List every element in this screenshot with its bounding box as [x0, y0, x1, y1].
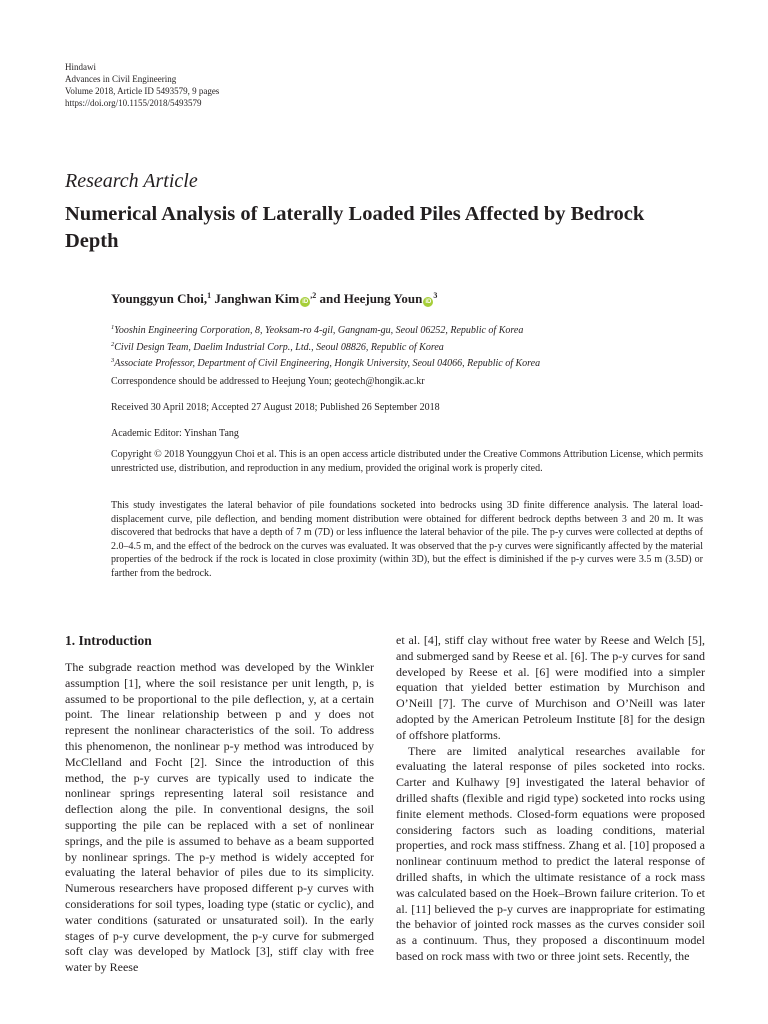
publisher-name: Hindawi	[65, 62, 96, 72]
journal-name: Advances in Civil Engineering	[65, 74, 177, 84]
correspondence: Correspondence should be addressed to Heejung Youn; geotech@hongik.ac.kr	[111, 376, 425, 387]
publication-dates: Received 30 April 2018; Accepted 27 August 2018; Published 26 September 2018	[111, 402, 440, 413]
author-affil-sup: 1	[207, 291, 212, 300]
affiliation-text: Civil Design Team, Daelim Industrial Corp., Ltd., Seoul 08826, Republic of Korea	[114, 341, 444, 353]
copyright-notice: Copyright © 2018 Younggyun Choi et al. This is an open access article distributed under the Creative Commons Attribution License, which permits unrestricted use, distribution, and reproduction in any medium, provided the original work is properly cited.	[111, 449, 703, 474]
article-type: Research Article	[65, 170, 198, 192]
right-column	[396, 633, 705, 965]
academic-editor: Academic Editor: Yinshan Tang	[111, 428, 239, 439]
affiliation	[111, 321, 540, 338]
journal-volume: Volume 2018, Article ID 5493579, 9 pages	[65, 86, 220, 96]
affiliation-text: Associate Professor, Department of Civil Engineering, Hongik University, Seoul 04066, Republic of Korea	[114, 358, 541, 369]
body-paragraph: There are limited analytical researches available for evaluating the lateral response of piles socketed into rocks. Carter and Kulhawy [9] investigated the lateral behavior of drilled shafts (flexible and rigid type) socketed into rocks using finite element methods. Closed-form equations were proposed considering factors such as loading conditions, material properties, and rock mass stiffness. Zhang et al. [10] proposed a nonlinear continuum method to predict the lateral response of drilled shafts, in which the ultimate resistance of a rock mass was calculated based on the Hoek–Brown failure criterion. To et al. [11] believed the p-y curves are inappropriate for estimating the behavior of jointed rock masses as the curves consider soil as a continuum. Thus, they proposed a discontinuum model based on rock mass with two or three joint sets. Recently, the	[396, 743, 705, 963]
paper-title: Numerical Analysis of Laterally Loaded Piles Affected by Bedrock Depth	[65, 203, 645, 252]
affiliation-text: Yooshin Engineering Corporation, 8, Yeoksam-ro 4-gil, Gangnam-gu, Seoul 06252, Republic of Korea	[114, 325, 524, 336]
author-affil-sup: 3	[433, 291, 438, 300]
author-affil-sup: ,2	[310, 291, 317, 300]
affiliation	[111, 338, 540, 355]
author-name: Younggyun Choi,	[111, 291, 208, 306]
affiliation-sup: 1	[111, 324, 115, 331]
author-name: and Heejung Youn	[316, 291, 423, 306]
left-column	[65, 660, 374, 976]
doi-link[interactable]: https://doi.org/10.1155/2018/5493579	[65, 98, 202, 108]
journal-header	[65, 61, 219, 109]
section-heading: 1. Introduction	[65, 633, 152, 648]
affiliation-sup: 2	[111, 340, 115, 348]
affiliation-sup: 3	[111, 357, 115, 364]
orcid-icon[interactable]: iD	[302, 299, 309, 305]
affiliation	[111, 354, 540, 371]
abstract: This study investigates the lateral behavior of pile foundations socketed into bedrocks using 3D finite difference analysis. The lateral load-displacement curve, pile deflection, and bending moment distribution were obtained for different bedrock depths between 3 and 20 m. It was discovered that bedrocks that have a depth of 7 m (7D) or less influence the lateral behavior of the pile. The p-y curves were collected at depths of 2.0–4.5 m, and the effect of the bedrock on the curves was evaluated. It was observed that the p-y curves were significantly affected by the material properties of the bedrock if the rock is located in close proximity (within 3D), but the effect is diminished if the p-y curves were 3.5 m (3.5D) or farther from the bedrock.	[111, 500, 703, 579]
body-paragraph: et al. [4], stiff clay without free water by Reese and Welch [5], and submerged sand by Reese et al. [6]. The p-y curves for sand developed by Reese et al. [6] were modified into a simpler equation that yielded better estimation by Murchison and O’Neill [7]. The curve of Murchison and O’Neill was later adopted by the American Petroleum Institute [8] for the design of offshore platforms.	[396, 633, 705, 742]
affiliation-list	[111, 321, 540, 371]
author-list	[111, 291, 437, 307]
orcid-icon[interactable]: iD	[425, 299, 432, 305]
body-paragraph: The subgrade reaction method was developed by the Winkler assumption [1], where the soil resistance per unit length, p, is assumed to be proportional to the pile deflection, y, at a certain point. The linear relationship between p and y does not represent the nonlinear characteristics of the soil. To address this phenomenon, the nonlinear p-y method was introduced by McClelland and Focht [2]. Since the introduction of this method, the p-y curves are typically used to indicate the nonlinear springs representing lateral soil resistance and deflection along the pile. In conventional designs, the soil supporting the pile can be replaced with a set of nonlinear springs, and the pile is assumed to behave as a beam supported by nonlinear springs. The p-y method is widely accepted for evaluating the lateral behavior of piles due to its simplicity. Numerous researchers have proposed different p-y curves with considerations for soil types, loading type (static or cyclic), and water conditions (saturated or unsaturated soil). In the early stages of p-y curve development, the p-y curve for submerged soft clay was developed by Matlock [3], stiff clay with free water by Reese	[65, 660, 374, 975]
author-name: Janghwan Kim	[214, 291, 300, 306]
